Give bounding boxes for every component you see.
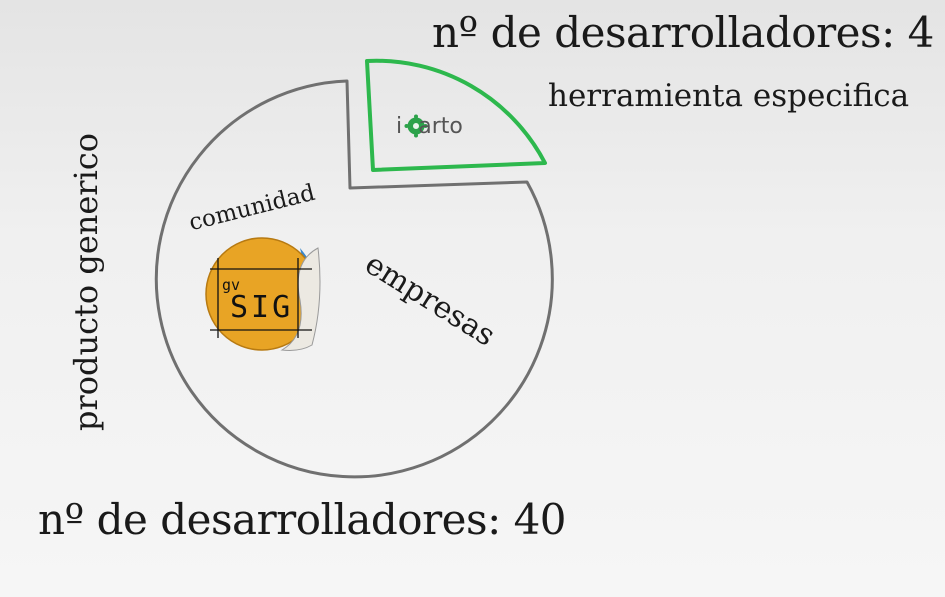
specific-tool-developers-count: nº de desarrolladores: 4 — [432, 8, 934, 57]
icarto-logo — [396, 114, 463, 139]
generic-product-developers-count: nº de desarrolladores: 40 — [38, 495, 567, 544]
gvsig-logo-large-text: SIG — [230, 290, 294, 325]
gvsig-logo-small-text: gv — [222, 276, 241, 294]
icarto-logo-suffix: arto — [418, 114, 463, 139]
companies-label: empresas — [358, 246, 502, 354]
specific-tool-label: herramienta especifica — [548, 78, 910, 114]
icarto-logo-prefix: i — [396, 114, 403, 139]
generic-product-label: producto generico — [67, 132, 105, 432]
community-label: comunidad — [186, 179, 318, 237]
